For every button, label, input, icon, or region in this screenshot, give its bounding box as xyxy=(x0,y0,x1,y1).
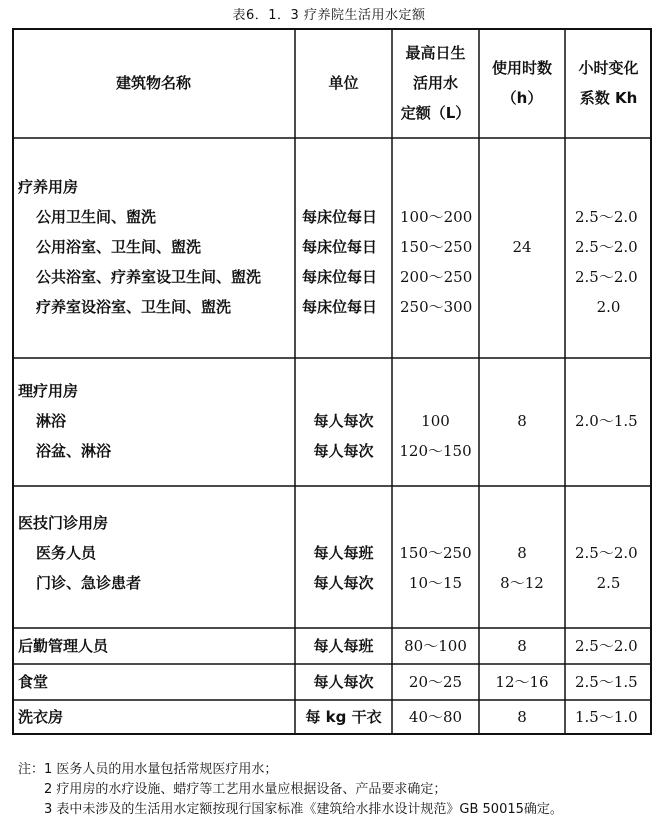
row-unit: 每床位每日 xyxy=(302,208,378,226)
row-quota: 100～200 xyxy=(400,208,473,226)
row-coef: 2.5～2.0 xyxy=(575,544,638,562)
row-quota: 150～250 xyxy=(399,544,472,562)
row-unit: 每床位每日 xyxy=(302,238,378,256)
row-name: 门诊、急诊患者 xyxy=(36,574,142,592)
row-coef: 2.0～1.5 xyxy=(575,412,638,430)
row-hours: 8 xyxy=(517,412,527,430)
row-quota: 20～25 xyxy=(408,673,463,691)
row-coef: 2.5～2.0 xyxy=(575,637,638,655)
row-quota: 150～250 xyxy=(400,238,473,256)
row-unit: 每床位每日 xyxy=(302,268,378,286)
row-hours: 8 xyxy=(517,544,527,562)
row-quota: 80～100 xyxy=(404,637,467,655)
row-unit: 每人每次 xyxy=(313,574,374,592)
row-quota: 200～250 xyxy=(400,268,473,286)
row-name: 后勤管理人员 xyxy=(18,637,109,655)
note-3: 3 表中未涉及的生活用水定额按现行国家标准《建筑给水排水设计规范》GB 50015确定。 xyxy=(44,802,563,817)
note-2: 2 疗用房的水疗设施、蜡疗等工艺用水量应根据设备、产品要求确定； xyxy=(44,782,447,797)
row-name: 公用卫生间、盥洗 xyxy=(36,208,157,226)
row-unit: 每床位每日 xyxy=(302,298,378,316)
row-name: 洗衣房 xyxy=(18,708,64,726)
table-notes xyxy=(18,760,563,820)
row-coef: 1.5～1.0 xyxy=(575,708,638,726)
row-coef: 2.5～1.5 xyxy=(575,673,638,691)
row-name: 医务人员 xyxy=(36,544,97,562)
row-coef: 2.0 xyxy=(596,298,621,316)
table-caption: 表6．1．3 疗养院生活用水定额 xyxy=(232,8,426,23)
row-quota: 250～300 xyxy=(400,298,473,316)
row-name: 公用浴室、卫生间、盥洗 xyxy=(36,238,202,256)
row-hours: 24 xyxy=(512,238,532,256)
row-hours: 12～16 xyxy=(495,673,549,691)
row-unit: 每 kg 干衣 xyxy=(305,708,382,726)
row-quota: 10～15 xyxy=(408,574,463,592)
row-coef: 2.5 xyxy=(596,574,621,592)
row-coef: 2.5～2.0 xyxy=(575,238,638,256)
water-quota-table xyxy=(12,28,652,736)
row-coef: 2.5～2.0 xyxy=(575,208,638,226)
row-unit: 每人每次 xyxy=(313,442,374,460)
row-name: 公共浴室、疗养室设卫生间、盥洗 xyxy=(36,268,262,286)
row-quota: 100 xyxy=(421,412,450,430)
header-max-daily-quota: 最高日生 活用水 定额（L） xyxy=(400,44,471,122)
row-hours: 8 xyxy=(517,637,527,655)
header-usage-hours: 使用时数 （h） xyxy=(491,59,552,107)
header-hourly-coefficient: 小时变化 系数 Kh xyxy=(578,59,639,107)
row-name: 疗养室设浴室、卫生间、盥洗 xyxy=(36,298,232,316)
row-unit: 每人每次 xyxy=(313,673,374,691)
row-name: 淋浴 xyxy=(36,412,67,430)
group-title: 医技门诊用房 xyxy=(18,514,109,532)
note-1: 注：1 医务人员的用水量包括常规医疗用水； xyxy=(18,762,278,777)
row-coef: 2.5～2.0 xyxy=(575,268,638,286)
row-name: 浴盆、淋浴 xyxy=(36,442,112,460)
row-hours: 8 xyxy=(517,708,527,726)
group-title: 疗养用房 xyxy=(18,178,79,196)
row-unit: 每人每次 xyxy=(313,412,374,430)
group-title: 理疗用房 xyxy=(18,382,79,400)
row-unit: 每人每班 xyxy=(313,544,374,562)
row-quota: 40～80 xyxy=(408,708,463,726)
row-name: 食堂 xyxy=(18,673,49,691)
row-unit: 每人每班 xyxy=(313,637,374,655)
header-unit: 单位 xyxy=(328,74,359,92)
row-hours: 8～12 xyxy=(500,574,544,592)
row-quota: 120～150 xyxy=(399,442,472,460)
header-building-name: 建筑物名称 xyxy=(115,74,191,92)
